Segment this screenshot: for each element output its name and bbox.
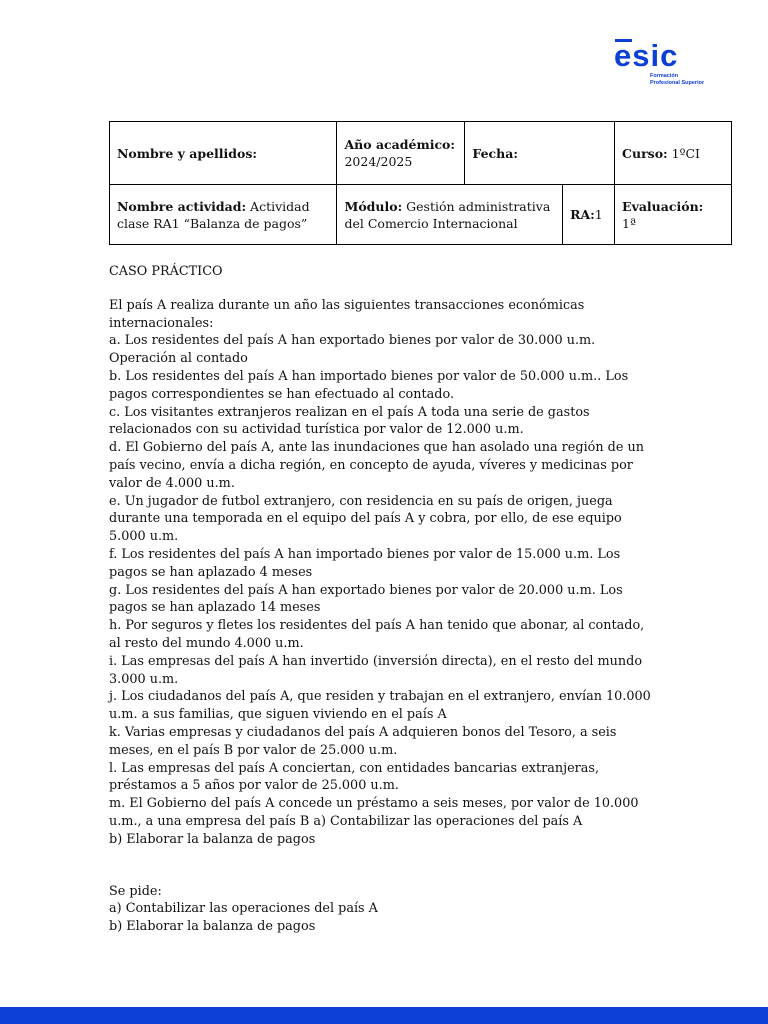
actividad-value-2: clase RA1 “Balanza de pagos” [117, 215, 308, 231]
anio-value: 2024/2025 [344, 154, 413, 169]
case-line: j. Los ciudadanos del país A, que residen y trabajan en el extranjero, envían 10.000 [109, 689, 651, 705]
logo-wordmark: esic [614, 38, 679, 73]
case-line: internacionales: [109, 315, 214, 331]
se-pide-heading: Se pide: [109, 883, 162, 899]
case-line: m. El Gobierno del país A concede un préstamo a seis meses, por valor de 10.000 [109, 796, 639, 812]
curso-label: Curso: [622, 145, 668, 161]
case-body [109, 263, 669, 936]
anio-cell [337, 122, 465, 185]
case-line: h. Por seguros y fletes los residentes del país A han tenido que abonar, al contado, [109, 618, 645, 634]
case-line: u.m., a una empresa del país B a) Contabilizar las operaciones del país A [109, 813, 583, 829]
actividad-label: Nombre actividad: [117, 198, 247, 214]
case-title: CASO PRÁCTICO [109, 264, 223, 279]
case-line: durante una temporada en el equipo del país A y cobra, por ello, de ese equipo [109, 511, 622, 527]
case-line: b. Los residentes del país A han importado bienes por valor de 50.000 u.m.. Los [109, 368, 629, 384]
modulo-value-1: Gestión administrativa [406, 198, 551, 214]
case-line: valor de 4.000 u.m. [109, 475, 235, 491]
modulo-label: Módulo: [344, 198, 403, 214]
esic-logo [614, 38, 714, 88]
case-line: al resto del mundo 4.000 u.m. [109, 635, 304, 651]
footer-bar [0, 1007, 768, 1024]
case-line: a. Los residentes del país A han exportado bienes por valor de 30.000 u.m. [109, 333, 596, 349]
actividad-cell [110, 185, 337, 245]
case-line: l. Las empresas del país A conciertan, con entidades bancarias extranjeras, [109, 760, 600, 776]
case-line: i. Las empresas del país A han invertido (inversión directa), en el resto del mundo [109, 653, 643, 669]
ra-value: 1 [594, 207, 603, 222]
case-line: El país A realiza durante un año las siguientes transacciones económicas [109, 297, 585, 313]
se-pide-item-b: b) Elaborar la balanza de pagos [109, 919, 316, 935]
actividad-value-1: Actividad [250, 198, 310, 214]
se-pide-item-a: a) Contabilizar las operaciones del país A [109, 901, 378, 917]
modulo-value-2: del Comercio Internacional [344, 215, 518, 231]
case-line: e. Un jugador de futbol extranjero, con residencia en su país de origen, juega [109, 493, 613, 509]
case-line: pagos se han aplazado 4 meses [109, 564, 313, 580]
evaluacion-cell [615, 185, 732, 245]
case-line: Operación al contado [109, 351, 248, 367]
case-line: país vecino, envía a dicha región, en concepto de ayuda, víveres y medicinas por [109, 457, 633, 473]
logo-subtitle-line-2: Profesional Superior [650, 79, 705, 86]
curso-value: 1ºCI [671, 145, 700, 161]
fecha-label: Fecha: [472, 145, 518, 161]
case-line: meses, en el país B por valor de 25.000 u.m. [109, 742, 398, 758]
logo-subtitle [650, 73, 704, 86]
ra-label: RA: [570, 207, 595, 222]
case-line: k. Varias empresas y ciudadanos del país A adquieren bonos del Tesoro, a seis [109, 724, 617, 740]
case-line: pagos se han aplazado 14 meses [109, 600, 321, 616]
case-line: d. El Gobierno del país A, ante las inundaciones que han asolado una región de un [109, 440, 644, 456]
case-statements [109, 297, 669, 849]
nombre-cell [110, 122, 337, 185]
anio-label: Año académico: [344, 137, 456, 152]
case-line: c. Los visitantes extranjeros realizan en el país A toda una serie de gastos [109, 404, 590, 420]
fecha-cell [465, 122, 615, 185]
nombre-label: Nombre y apellidos: [117, 145, 258, 161]
modulo-cell [337, 185, 563, 245]
curso-cell [615, 122, 732, 185]
case-line: 5.000 u.m. [109, 529, 179, 545]
case-line: préstamos a 5 años por valor de 25.000 u.m. [109, 778, 399, 794]
header-row-2 [110, 185, 732, 245]
case-line: relacionados con su actividad turística por valor de 12.000 u.m. [109, 422, 524, 438]
ra-cell [563, 185, 615, 245]
case-line: 3.000 u.m. [109, 671, 179, 687]
case-line: pagos correspondientes se han efectuado al contado. [109, 386, 455, 402]
case-line: f. Los residentes del país A han importado bienes por valor de 15.000 u.m. Los [109, 546, 621, 562]
case-line: b) Elaborar la balanza de pagos [109, 831, 316, 847]
case-line: u.m. a sus familias, que siguen viviendo en el país A [109, 707, 447, 723]
case-line: g. Los residentes del país A han exportado bienes por valor de 20.000 u.m. Los [109, 582, 623, 598]
logo-subtitle-line-1: Formación [650, 73, 679, 79]
header-row-1 [110, 122, 732, 185]
header-table [109, 121, 732, 245]
evaluacion-label: Evaluación: [622, 198, 704, 214]
evaluacion-value: 1ª [622, 215, 636, 231]
